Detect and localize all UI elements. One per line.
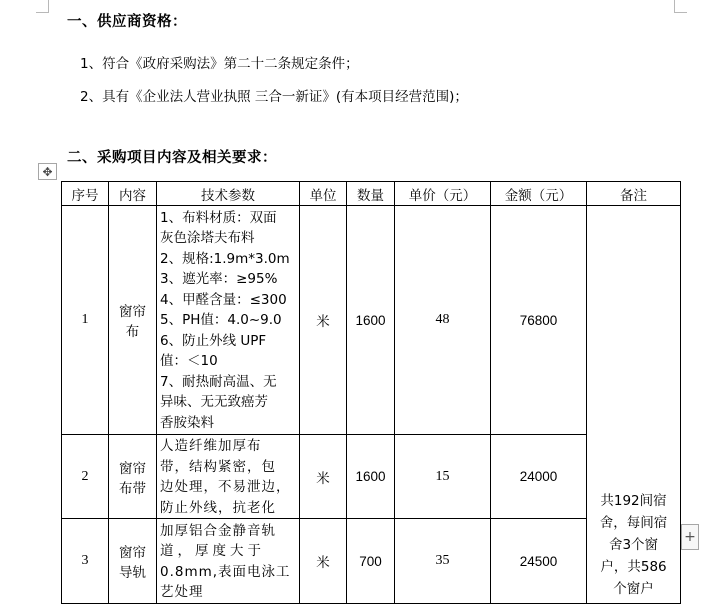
header-cell-amount: 金额（元） bbox=[491, 182, 587, 206]
header-cell-content: 内容 bbox=[109, 182, 157, 206]
param-line: 1、布料材质：双面 bbox=[160, 209, 277, 226]
row-params bbox=[157, 435, 300, 519]
row-content-line: 窗帘 bbox=[119, 545, 146, 561]
param-line: 4、甲醛含量：≤300 bbox=[160, 291, 287, 308]
param-line: 6、防止外线 UPF bbox=[160, 332, 267, 349]
param-line: 2、规格:1.9m*3.0m bbox=[160, 250, 290, 267]
row-qty: 700 bbox=[347, 519, 395, 604]
row-price: 15 bbox=[395, 435, 491, 519]
param-line: 防止外线，抗老化 bbox=[160, 499, 276, 516]
param-line: 香胺染料 bbox=[160, 414, 214, 431]
header-cell-remark: 备注 bbox=[587, 182, 681, 206]
qualification-item-2: 2、具有《企业法人营业执照 三合一新证》(有本项目经营范围)； bbox=[80, 89, 468, 105]
header-cell-params: 技术参数 bbox=[157, 182, 300, 206]
row-no: 3 bbox=[62, 519, 109, 604]
param-line: 带，结构紧密，包 bbox=[160, 458, 276, 475]
param-line: 灰色涂塔夫布料 bbox=[160, 230, 255, 247]
param-line: 加厚铝合金静音轨 bbox=[160, 522, 276, 539]
plus-icon[interactable]: + bbox=[681, 524, 699, 550]
row-unit: 米 bbox=[300, 435, 347, 519]
remark-line: 舍3个窗 bbox=[608, 536, 659, 553]
param-line: 艺处理 bbox=[160, 584, 204, 600]
table-row bbox=[62, 206, 681, 435]
row-amount: 24500 bbox=[491, 519, 587, 604]
param-line: 边处理，不易泄边， bbox=[160, 479, 291, 495]
remark-cell bbox=[587, 206, 681, 604]
page-margin-corner-top-left bbox=[36, 0, 49, 13]
row-price: 48 bbox=[395, 206, 491, 435]
row-params bbox=[157, 206, 300, 435]
qualification-item-1: 1、符合《政府采购法》第二十二条规定条件； bbox=[80, 56, 359, 72]
remark-line: 户，共586 bbox=[600, 558, 667, 575]
remark-line: 个窗户 bbox=[613, 580, 654, 597]
param-line: 5、PH值：4.0~9.0 bbox=[160, 312, 282, 329]
param-line: 7、耐热耐高温、无 bbox=[160, 373, 277, 390]
param-line: 道，厚度大于 bbox=[160, 543, 265, 559]
row-amount: 76800 bbox=[491, 206, 587, 435]
param-line: 异味、无无致癌芳 bbox=[160, 394, 268, 411]
row-content-line: 窗帘 bbox=[119, 460, 146, 477]
row-unit: 米 bbox=[300, 519, 347, 604]
row-params bbox=[157, 519, 300, 604]
remark-line: 舍，每间宿 bbox=[599, 514, 668, 531]
row-content bbox=[109, 519, 157, 604]
param-line: 3、遮光率：≥95% bbox=[160, 271, 278, 288]
row-content-line: 窗帘 bbox=[119, 304, 146, 320]
header-cell-price: 单价（元） bbox=[395, 182, 491, 206]
section-2-heading: 二、采购项目内容及相关要求： bbox=[67, 150, 277, 166]
row-price: 35 bbox=[395, 519, 491, 604]
move-icon[interactable]: ✥ bbox=[38, 163, 57, 180]
header-cell-unit: 单位 bbox=[300, 182, 347, 206]
page-margin-corner-top-right bbox=[674, 0, 687, 13]
row-no: 1 bbox=[62, 206, 109, 435]
param-line: 人造纤维加厚布 bbox=[160, 438, 262, 454]
remark-line: 共192间宿 bbox=[600, 492, 667, 509]
row-amount: 24000 bbox=[491, 435, 587, 519]
section-1-heading: 一、供应商资格： bbox=[67, 14, 187, 30]
row-qty: 1600 bbox=[347, 435, 395, 519]
row-unit: 米 bbox=[300, 206, 347, 435]
param-line: 值：＜10 bbox=[160, 353, 218, 370]
header-cell-qty: 数量 bbox=[347, 182, 395, 206]
procurement-table bbox=[61, 181, 681, 604]
table-header-row bbox=[62, 182, 681, 206]
row-content bbox=[109, 435, 157, 519]
row-content-line: 导轨 bbox=[119, 565, 146, 581]
param-line: 0.8mm,表面电泳工 bbox=[160, 563, 291, 580]
row-content-line: 布 bbox=[125, 324, 140, 340]
row-content-line: 布带 bbox=[119, 480, 146, 497]
row-qty: 1600 bbox=[347, 206, 395, 435]
row-no: 2 bbox=[62, 435, 109, 519]
header-cell-no: 序号 bbox=[62, 182, 109, 206]
row-content bbox=[109, 206, 157, 435]
